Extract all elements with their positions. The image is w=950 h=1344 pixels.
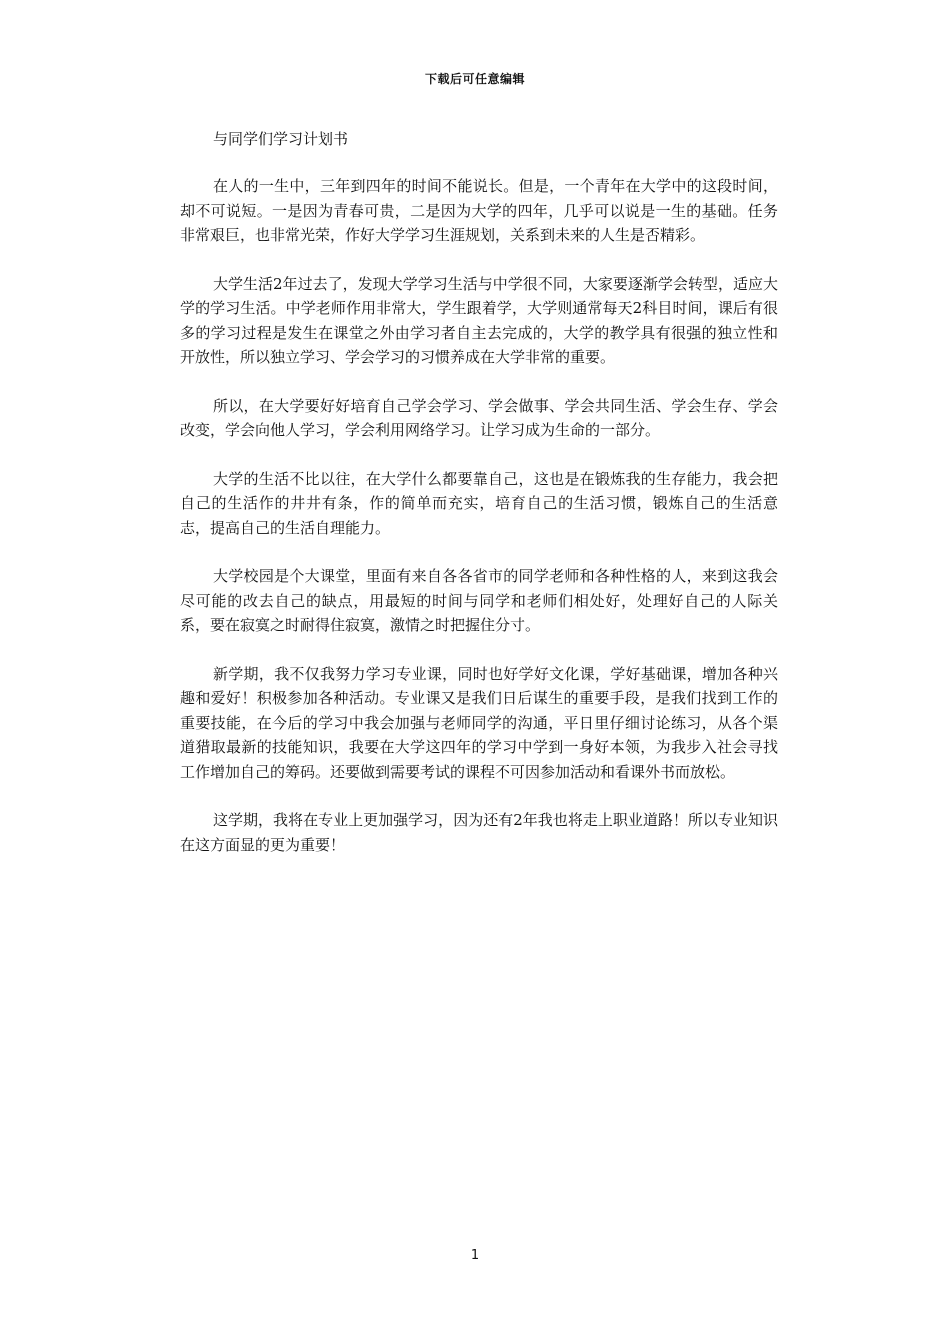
paragraph-1: 在人的一生中，三年到四年的时间不能说长。但是，一个青年在大学中的这段时间，却不可说短。一是因为青春可贵，二是因为大学的四年，几乎可以说是一生的基础。任务非常艰巨，也非常光荣，作好大学学习生涯规划，关系到未来的人生是否精彩。 xyxy=(180,177,778,244)
paragraph-3: 所以，在大学要好好培育自己学会学习、学会做事、学会共同生活、学会生存、学会改变，学会向他人学习，学会利用网络学习。让学习成为生命的一部分。 xyxy=(180,396,778,439)
paragraph-6: 新学期，我不仅我努力学习专业课，同时也好学好文化课，学好基础课，增加各种兴趣和爱好！积极参加各种活动。专业课又是我们日后谋生的重要手段，是我们找到工作的重要技能，在今后的学习中我会加强与老师同学的沟通，平日里仔细讨论练习，从各个渠道猎取最新的技能知识，我要在大学这四年的学习中学到一身好本领，为我步入社会寻找工作增加自己的筹码。还要做到需要考试的课程不可因参加活动和看课外书而放松。 xyxy=(180,664,778,781)
paragraph-2: 大学生活2年过去了，发现大学学习生活与中学很不同，大家要逐渐学会转型，适应大学的学习生活。中学老师作用非常大，学生跟着学，大学则通常每天2科目时间，课后有很多的学习过程是发生在课堂之外由学习者自主去完成的，大学的教学具有很强的独立性和开放性，所以独立学习、学会学习的习惯养成在大学非常的重要。 xyxy=(180,274,778,366)
paragraph-4: 大学的生活不比以往，在大学什么都要靠自己，这也是在锻炼我的生存能力，我会把自己的生活作的井井有条，作的简单而充实，培育自己的生活习惯，锻炼自己的生活意志，提高自己的生活自理能力。 xyxy=(180,469,778,537)
document-title: 与同学们学习计划书 xyxy=(213,130,349,148)
paragraph-7: 这学期，我将在专业上更加强学习，因为还有2年我也将走上职业道路！所以专业知识在这方面显的更为重要！ xyxy=(180,811,778,854)
paragraph-5: 大学校园是个大课堂，里面有来自各各省市的同学老师和各种性格的人，来到这我会尽可能的改去自己的缺点，用最短的时间与同学和老师们相处好，处理好自己的人际关系，要在寂寞之时耐得住寂寞，激情之时把握住分寸。 xyxy=(180,567,778,634)
page-number: 1 xyxy=(470,1248,480,1263)
page-header: 下载后可任意编辑 xyxy=(424,72,525,86)
document-body xyxy=(180,128,778,881)
